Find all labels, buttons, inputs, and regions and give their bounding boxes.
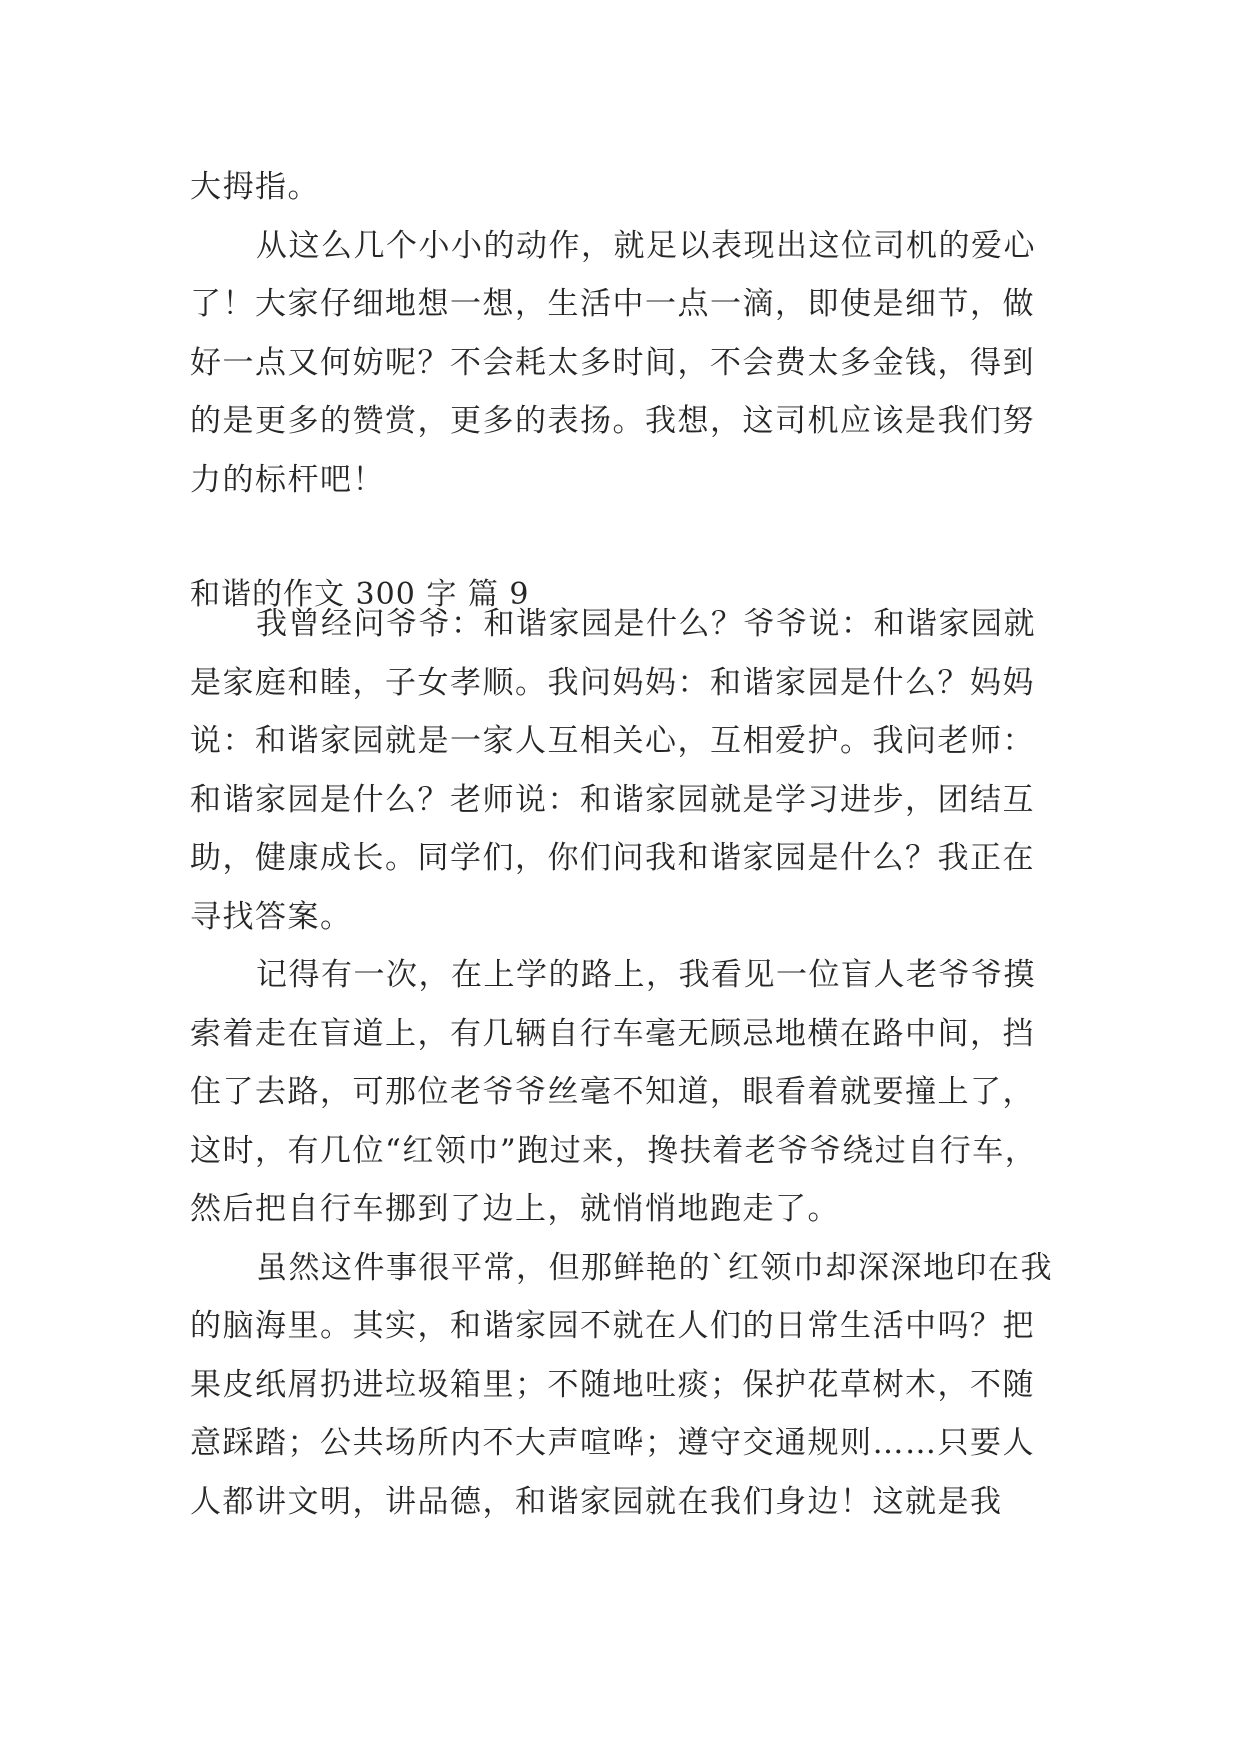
paragraph-continuation: 大拇指。 (190, 169, 320, 205)
text-block-top (190, 158, 1054, 509)
paragraph: 虽然这件事很平常，但那鲜艳的`红领巾却深深地印在我的脑海里。其实，和谐家园不就在人们的日常生活中吗？把果皮纸屑扔进垃圾箱里；不随地吐痰；保护花草树木，不随意踩踏；公共场所内不大声喧哗；遵守交通规则……只要人人都讲文明，讲品德，和谐家园就在我们身边！这就是我 (190, 1249, 1053, 1520)
section-heading: 和谐的作文 300 字 篇 9 (190, 577, 530, 612)
paragraph: 记得有一次，在上学的路上，我看见一位盲人老爷爷摸索着走在盲道上，有几辆自行车毫无顾忌地横在路中间，挡住了去路，可那位老爷爷丝毫不知道，眼看着就要撞上了，这时，有几位“红领巾”跑过来，搀扶着老爷爷绕过自行车，然后把自行车挪到了边上，就悄悄地跑走了。 (190, 957, 1038, 1227)
paragraph: 从这么几个小小的动作，就足以表现出这位司机的爱心了！大家仔细地想一想，生活中一点一滴，即使是细节，做好一点又何妨呢？不会耗太多时间，不会费太多金钱，得到的是更多的赞赏，更多的表扬。我想，这司机应该是我们努力的标杆吧！ (190, 227, 1036, 498)
paragraph: 我曾经问爷爷：和谐家园是什么？爷爷说：和谐家园就是家庭和睦，子女孝顺。我问妈妈：和谐家园是什么？妈妈说：和谐家园就是一家人互相关心，互相爱护。我问老师：和谐家园是什么？老师说：和谐家园就是学习进步，团结互助，健康成长。同学们，你们问我和谐家园是什么？我正在寻找答案。 (190, 606, 1036, 935)
text-block-bottom (190, 595, 1054, 1531)
